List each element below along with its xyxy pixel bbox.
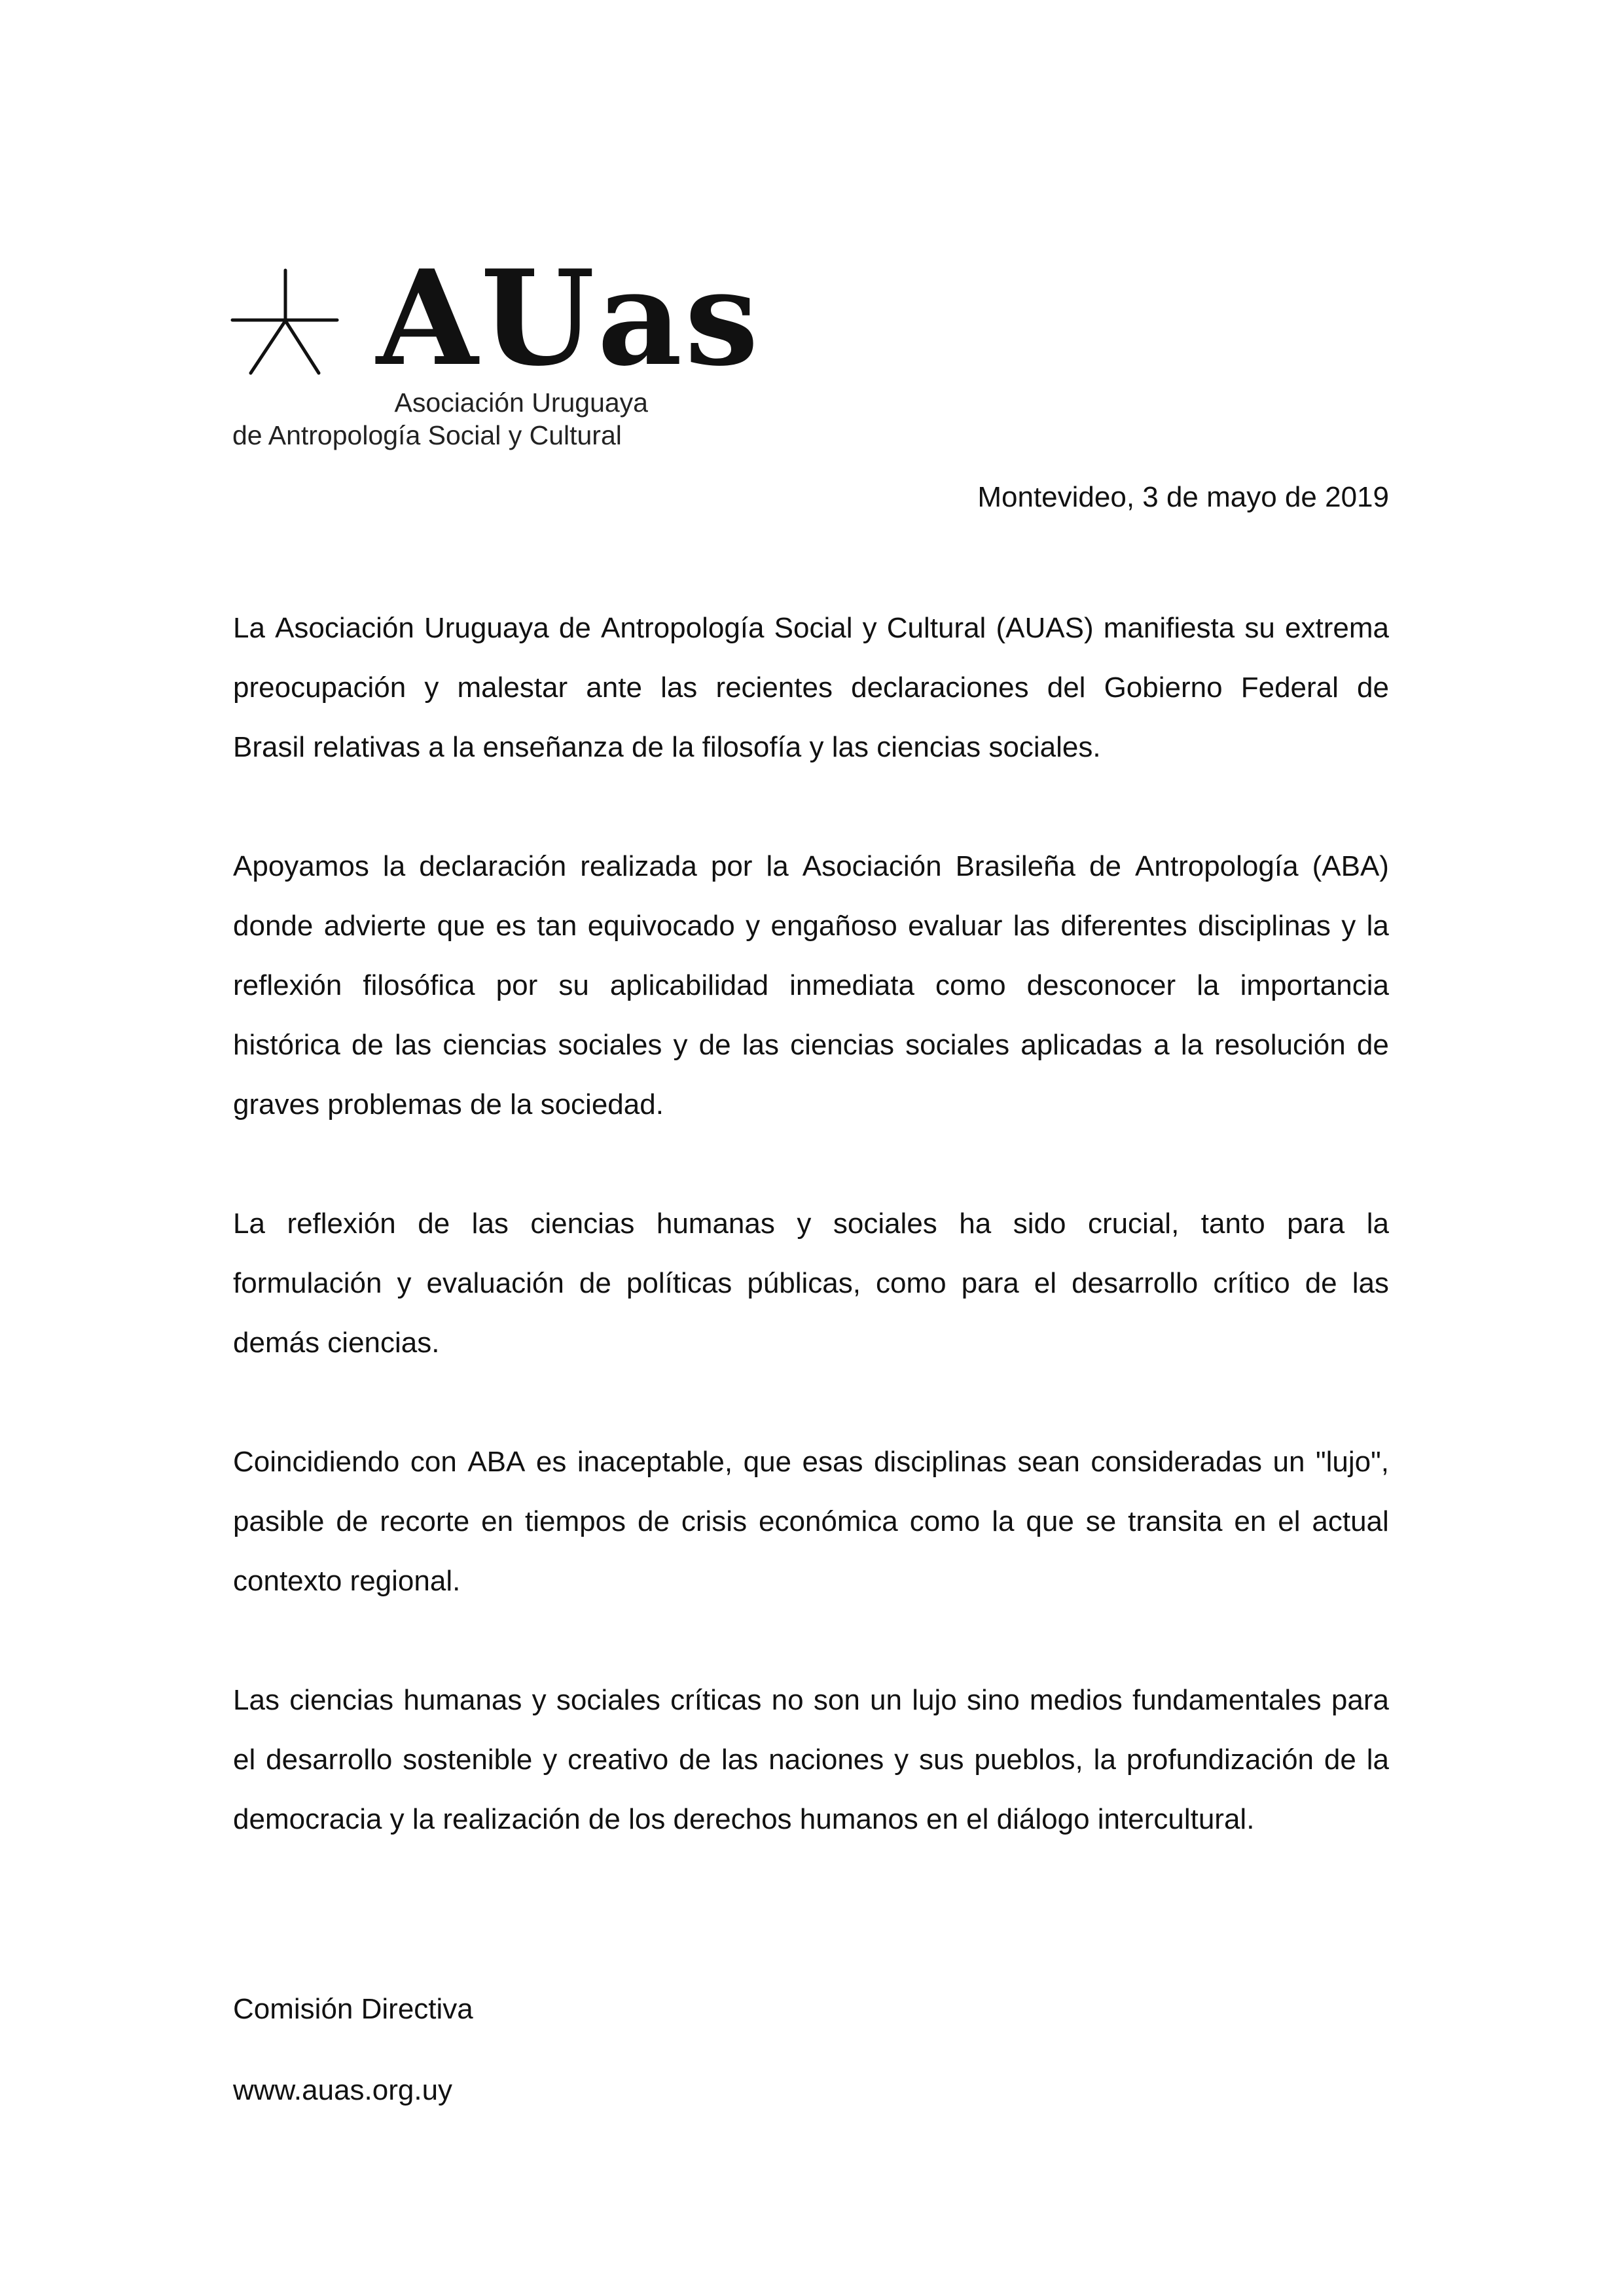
paragraph-line: Coincidiendo con ABA es inaceptable, que esas disciplinas sean consideradas un "lujo", bbox=[233, 1446, 1389, 1478]
org-name-line2: de Antropología Social y Cultural bbox=[232, 420, 622, 450]
auas-logo bbox=[229, 242, 761, 455]
paragraph-line: democracia y la realización de los derechos humanos en el diálogo intercultural. bbox=[233, 1803, 1255, 1835]
paragraph-line: formulación y evaluación de políticas públicas, como para el desarrollo crítico de las bbox=[233, 1267, 1389, 1299]
paragraph-line: Brasil relativas a la enseñanza de la filosofía y las ciencias sociales. bbox=[233, 731, 1101, 763]
paragraph-line: histórica de las ciencias sociales y de las ciencias sociales aplicadas a la resolución de bbox=[233, 1029, 1389, 1061]
letter-date: Montevideo, 3 de mayo de 2019 bbox=[977, 481, 1389, 513]
paragraph-line: preocupación y malestar ante las recientes declaraciones del Gobierno Federal de bbox=[233, 672, 1389, 704]
paragraph-line: el desarrollo sostenible y creativo de las naciones y sus pueblos, la profundización de la bbox=[233, 1744, 1389, 1776]
paragraph-line: graves problemas de la sociedad. bbox=[233, 1088, 664, 1121]
signature: Comisión Directiva bbox=[233, 1993, 473, 2025]
paragraph-line: contexto regional. bbox=[233, 1565, 461, 1597]
paragraph-line: La reflexión de las ciencias humanas y sociales ha sido crucial, tanto para la bbox=[233, 1208, 1389, 1240]
website-link[interactable]: www.auas.org.uy bbox=[233, 2074, 453, 2106]
paragraph-line: demás ciencias. bbox=[233, 1327, 440, 1359]
paragraph-line: reflexión filosófica por su aplicabilidad inmediata como desconocer la importancia bbox=[233, 969, 1389, 1001]
paragraph-line: Apoyamos la declaración realizada por la Asociación Brasileña de Antropología (ABA) bbox=[233, 850, 1389, 882]
org-name-line1: Asociación Uruguaya bbox=[394, 387, 648, 418]
logo-wordmark: AUas bbox=[376, 242, 761, 395]
paragraph-line: donde advierte que es tan equivocado y engañoso evaluar las diferentes disciplinas y la bbox=[233, 910, 1389, 942]
paragraph-line: pasible de recorte en tiempos de crisis económica como la que se transita en el actual bbox=[233, 1505, 1389, 1537]
star-figure-icon bbox=[229, 259, 380, 389]
paragraph-line: La Asociación Uruguaya de Antropología Social y Cultural (AUAS) manifiesta su extrema bbox=[233, 612, 1389, 644]
paragraph-line: Las ciencias humanas y sociales críticas no son un lujo sino medios fundamentales para bbox=[233, 1684, 1389, 1716]
